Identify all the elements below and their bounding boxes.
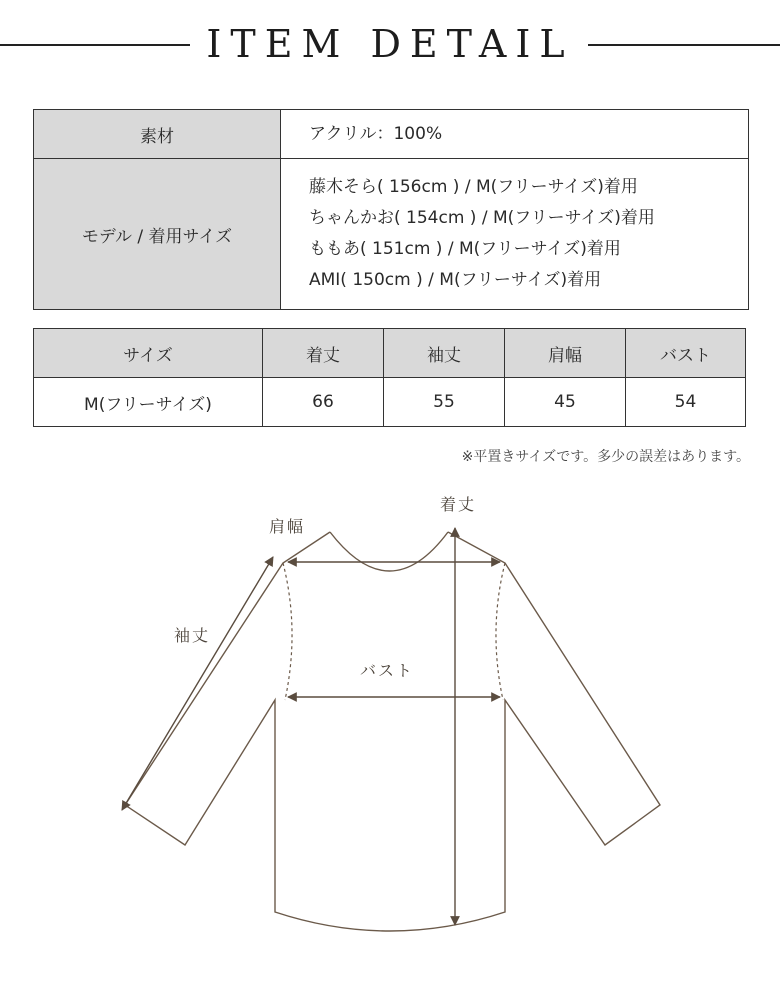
cell-shoulder: 45 <box>505 378 626 427</box>
label-shoulder: 肩幅 <box>269 517 306 536</box>
spec-table <box>33 109 749 310</box>
table-row <box>34 110 749 159</box>
label-bust: バスト <box>360 661 415 680</box>
spec-value-model <box>281 159 749 310</box>
cell-bust: 54 <box>626 378 746 427</box>
table-header-row <box>34 329 746 378</box>
page-title: ITEM DETAIL <box>206 22 574 66</box>
measure-arrows <box>122 528 500 925</box>
garment-diagram <box>0 470 780 1000</box>
measurement-note: ※平置きサイズです。多少の誤差はあります。 <box>461 449 750 465</box>
table-row <box>34 378 746 427</box>
model-line: ももあ( 151cm ) / M(フリーサイズ)着用 <box>309 239 621 259</box>
table-row <box>34 159 749 310</box>
col-header-sleeve: 袖丈 <box>384 329 505 378</box>
garment-outline <box>125 532 660 931</box>
label-length: 着丈 <box>440 495 477 514</box>
model-line: ちゃんかお( 154cm ) / M(フリーサイズ)着用 <box>309 208 655 228</box>
cell-length: 66 <box>263 378 384 427</box>
sleeve-arrow <box>122 557 273 810</box>
label-sleeve: 袖丈 <box>174 626 211 645</box>
model-line: AMI( 150cm ) / M(フリーサイズ)着用 <box>309 270 602 290</box>
col-header-size: サイズ <box>34 329 263 378</box>
spec-label-model: モデル / 着用サイズ <box>34 159 281 310</box>
spec-value-material: アクリル：100% <box>281 110 749 159</box>
title-rule-right <box>588 44 780 46</box>
col-header-bust: バスト <box>626 329 746 378</box>
spec-label-material: 素材 <box>34 110 281 159</box>
col-header-length: 着丈 <box>263 329 384 378</box>
cell-size: M(フリーサイズ) <box>34 378 263 427</box>
cell-sleeve: 55 <box>384 378 505 427</box>
col-header-shoulder: 肩幅 <box>505 329 626 378</box>
size-table <box>33 328 746 427</box>
model-line: 藤木そら( 156cm ) / M(フリーサイズ)着用 <box>309 177 638 197</box>
